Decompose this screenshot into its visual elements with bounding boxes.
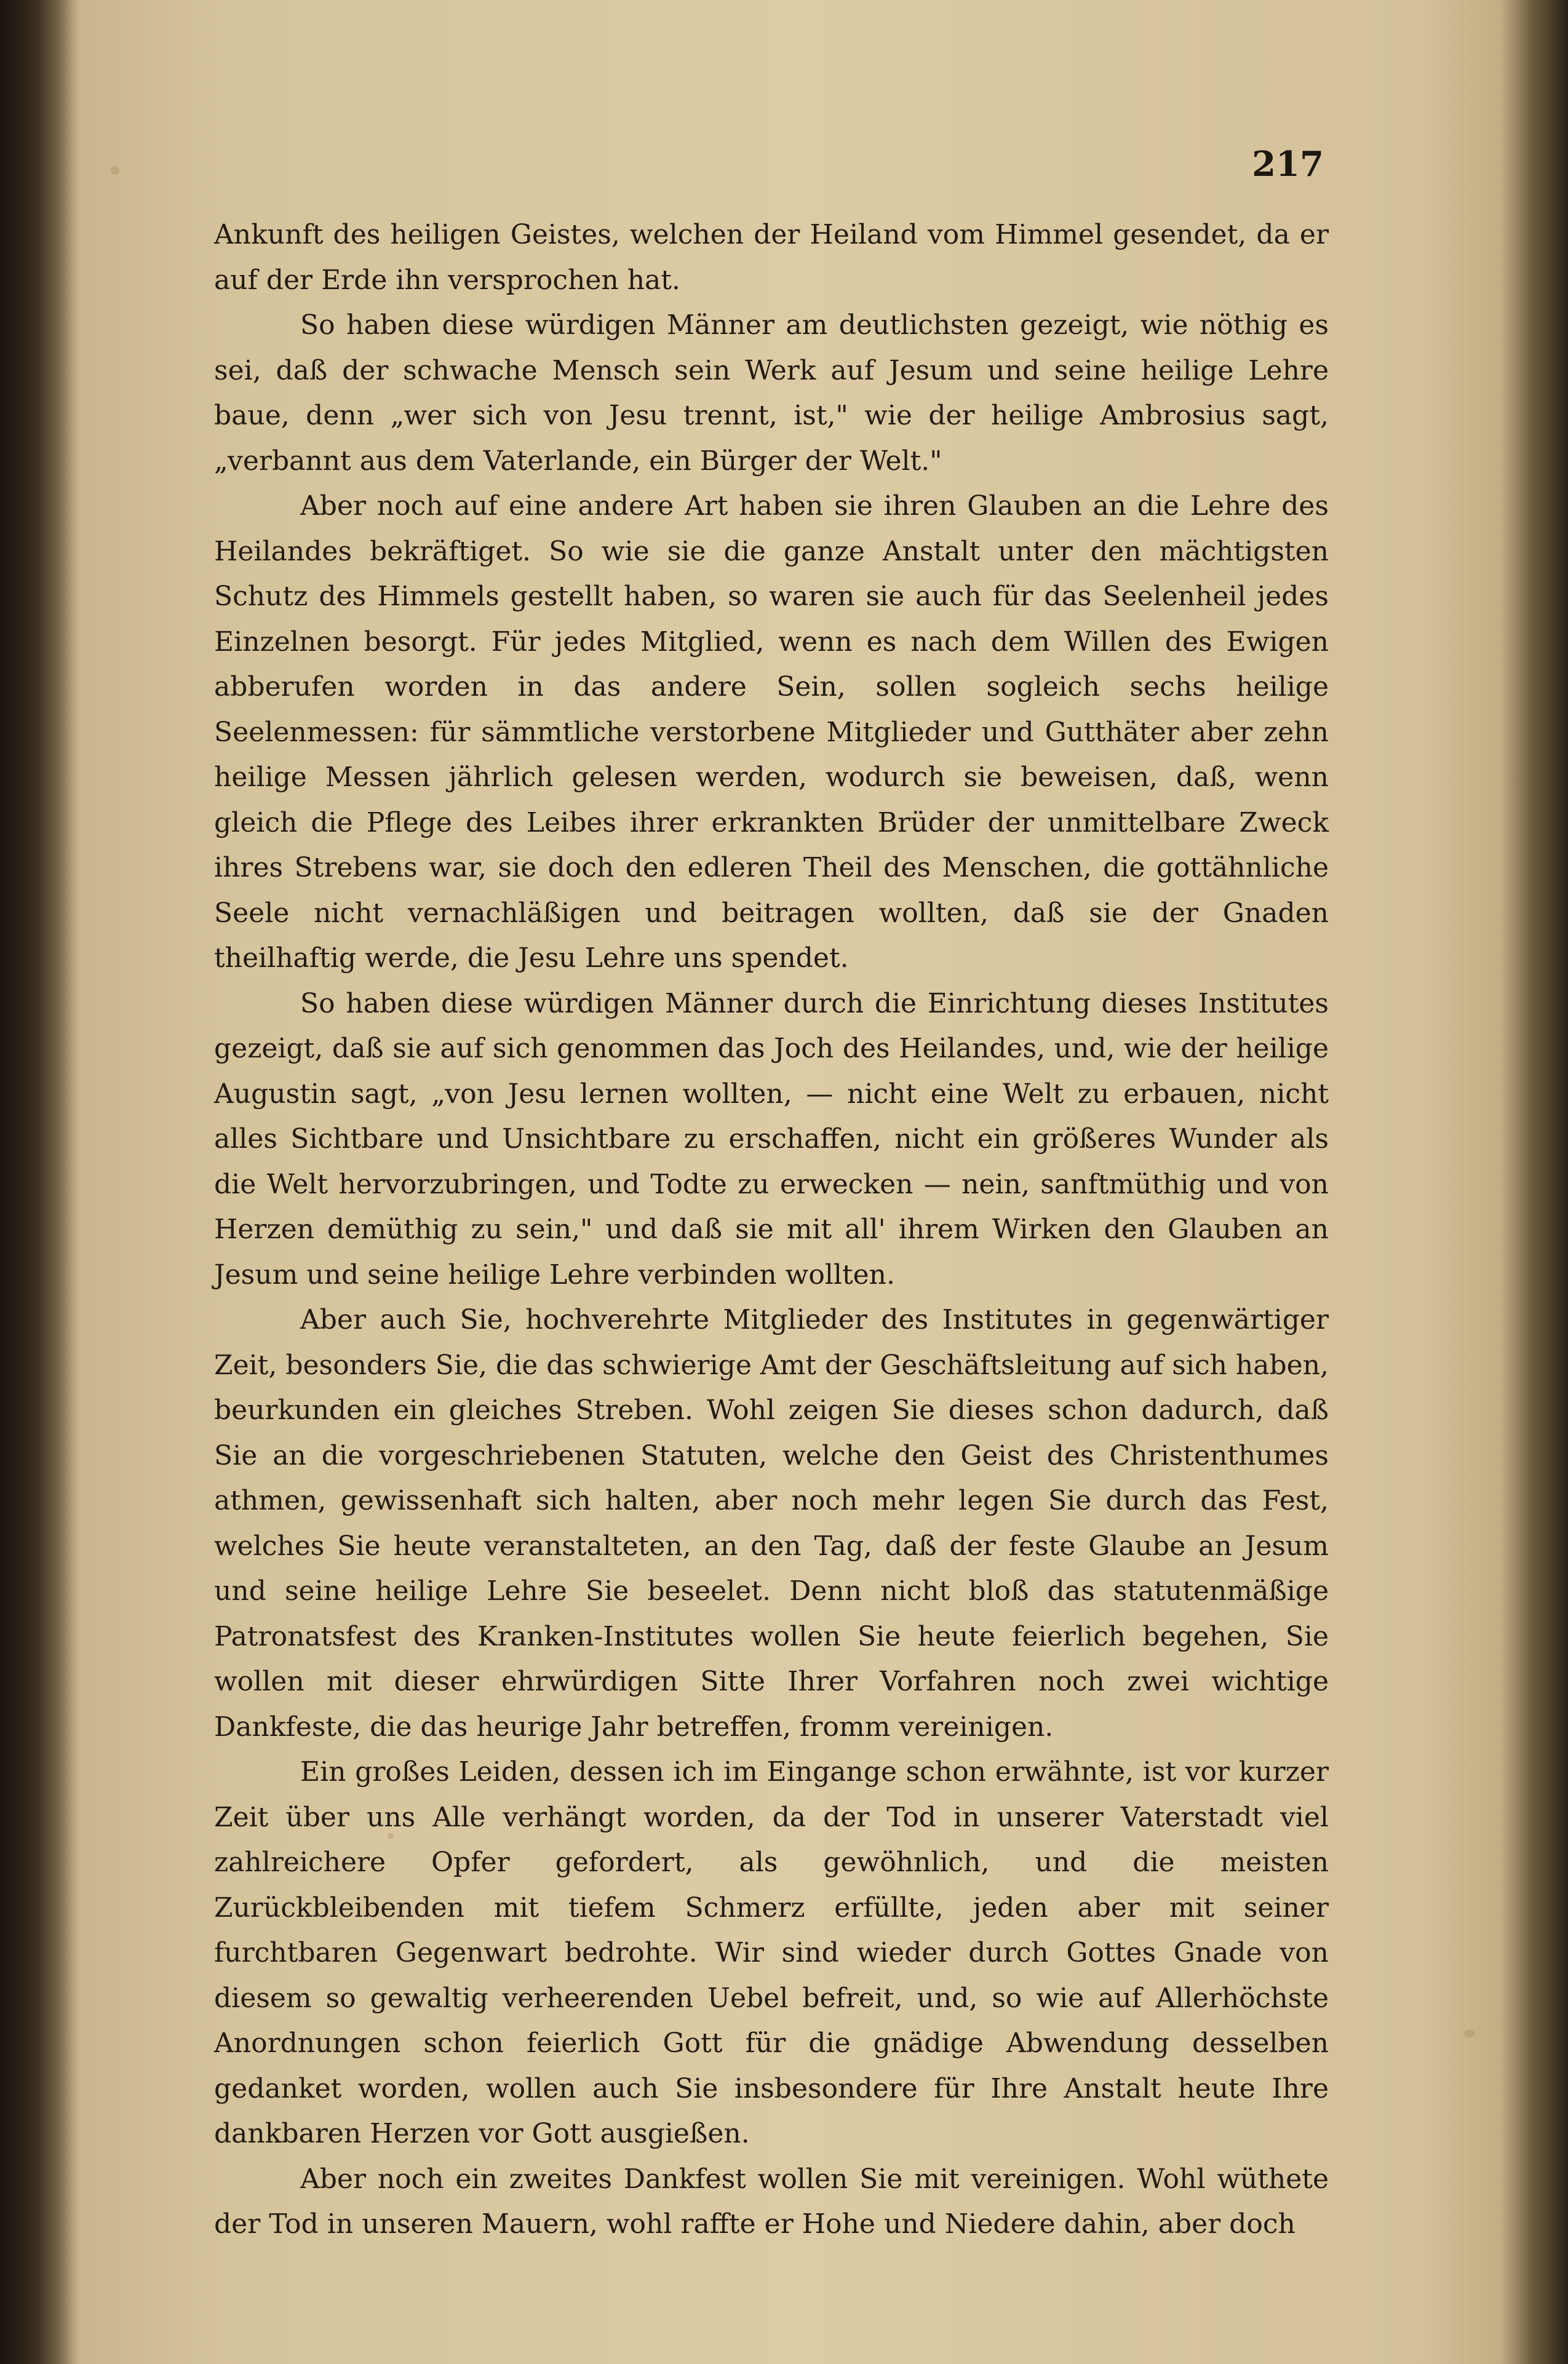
- paragraph: Ein großes Leiden, dessen ich im Eingange schon erwähnte, ist vor kurzer Zeit über uns Alle verhängt worden, da der Tod in unserer Vaterstadt viel zahlreichere Opfer gefordert, als gewöhnlich, und die meisten Zurückbleibenden mit tiefem Schmerz erfüllte, jeden aber mit seiner furchtbaren Gegenwart bedrohte. Wir sind wieder durch Gottes Gnade von diesem so gewaltig verheerenden Uebel befreit, und, so wie auf Allerhöchste Anordnungen schon feierlich Gott für die gnädige Abwendung desselben gedanket worden, wollen auch Sie insbesondere für Ihre Anstalt heute Ihre dankbaren Herzen vor Gott ausgießen.: [214, 1756, 1329, 2149]
- binding-gutter-shadow: [0, 0, 74, 2364]
- paragraph: Aber noch auf eine andere Art haben sie ihren Glauben an die Lehre des Heilandes bekräftiget. So wie sie die ganze Anstalt unter den mächtigsten Schutz des Himmels gestellt haben, so waren sie auch für das Seelenheil jedes Einzelnen besorgt. Für jedes Mitglied, wenn es nach dem Willen des Ewigen abberufen worden in das andere Sein, sollen sogleich sechs heilige Seelenmessen: für sämmtliche verstorbene Mitglieder und Gutthäter aber zehn heilige Messen jährlich gelesen werden, wodurch sie beweisen, daß, wenn gleich die Pflege des Leibes ihrer erkrankten Brüder der unmittelbare Zweck ihres Strebens war, sie doch den edleren Theil des Menschen, die gottähnliche Seele nicht vernachläßigen und beitragen wollten, daß sie der Gnaden theilhaftig werde, die Jesu Lehre uns spendet.: [214, 490, 1329, 974]
- paper-spot: [111, 166, 119, 175]
- page-body: [214, 212, 1329, 2247]
- paragraph: Ankunft des heiligen Geistes, welchen der Heiland vom Himmel gesendet, da er auf der Erde ihn versprochen hat.: [214, 219, 1329, 296]
- paragraph: Aber noch ein zweites Dankfest wollen Sie mit vereinigen. Wohl wüthete der Tod in unseren Mauern, wohl raffte er Hohe und Niedere dahin, aber doch: [214, 2163, 1329, 2240]
- page-number: 217: [1252, 144, 1324, 185]
- paragraph: Aber auch Sie, hochverehrte Mitglieder des Institutes in gegenwärtiger Zeit, besonders Sie, die das schwierige Amt der Geschäftsleitung auf sich haben, beurkunden ein gleiches Streben. Wohl zeigen Sie dieses schon dadurch, daß Sie an die vorgeschriebenen Statuten, welche den Geist des Christenthumes athmen, gewissenhaft sich halten, aber noch mehr legen Sie durch das Fest, welches Sie heute veranstalteten, an den Tag, daß der feste Glaube an Jesum und seine heilige Lehre Sie beseelet. Denn nicht bloß das statutenmäßige Patronatsfest des Kranken-Institutes wollen Sie heute feierlich begehen, Sie wollen mit dieser ehrwürdigen Sitte Ihrer Vorfahren noch zwei wichtige Dankfeste, die das heurige Jahr betreffen, fromm vereinigen.: [214, 1304, 1329, 1743]
- paragraph: So haben diese würdigen Männer am deutlichsten gezeigt, wie nöthig es sei, daß der schwache Mensch sein Werk auf Jesum und seine heilige Lehre baue, denn „wer sich von Jesu trennt, ist," wie der heilige Ambrosius sagt, „verbannt aus dem Vaterlande, ein Bürger der Welt.": [214, 309, 1329, 477]
- paragraph: So haben diese würdigen Männer durch die Einrichtung dieses Institutes gezeigt, daß sie auf sich genommen das Joch des Heilandes, und, wie der heilige Augustin sagt, „von Jesu lernen wollten, — nicht eine Welt zu erbauen, nicht alles Sichtbare und Unsichtbare zu erschaffen, nicht ein größeres Wunder als die Welt hervorzubringen, und Todte zu erwecken — nein, sanftmüthig und von Herzen demüthig zu sein," und daß sie mit all' ihrem Wirken den Glauben an Jesum und seine heilige Lehre verbinden wollten.: [214, 987, 1329, 1291]
- paper-spot: [1464, 2030, 1475, 2037]
